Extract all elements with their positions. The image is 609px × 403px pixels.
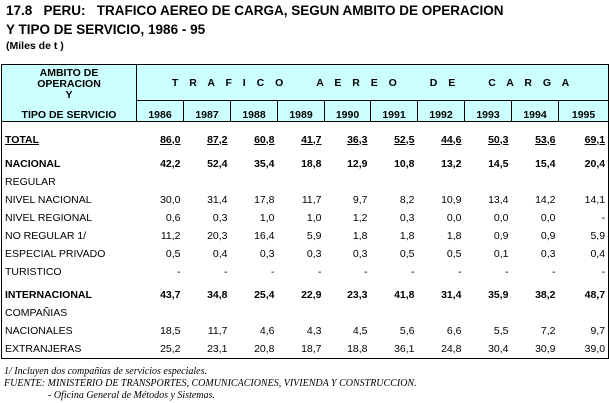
value-cell [371, 304, 418, 322]
row-label [2, 191, 137, 209]
value-cell [184, 322, 231, 340]
value-text: 31,4 [441, 289, 462, 301]
table-row [2, 156, 609, 173]
value-cell [184, 209, 231, 227]
value-cell [512, 340, 559, 359]
column-header-ambito [2, 65, 137, 122]
value-cell [278, 209, 325, 227]
value-cell [278, 287, 325, 304]
value-cell [184, 130, 231, 150]
value-text: - [601, 211, 606, 224]
value-text: 14,1 [584, 193, 606, 206]
row-label-text: COMPAÑIAS [5, 306, 68, 319]
value-text: 4,5 [352, 324, 368, 337]
value-cell [325, 304, 371, 322]
value-cell [465, 209, 512, 227]
value-cell [325, 245, 371, 263]
value-text: 4,6 [259, 324, 275, 337]
value-cell [559, 245, 609, 263]
value-cell [278, 156, 325, 173]
column-header-line: OPERACION [37, 78, 101, 90]
value-text: 16,4 [254, 229, 275, 242]
value-cell [231, 322, 278, 340]
value-text: 9,7 [352, 193, 368, 206]
spacer-cell [184, 122, 231, 130]
spacer-cell [512, 122, 559, 130]
row-label [2, 263, 137, 281]
value-text: 35,4 [254, 158, 275, 170]
value-cell [512, 156, 559, 173]
value-text: 0,0 [540, 211, 556, 224]
value-cell [137, 263, 184, 281]
value-text: 41,7 [301, 133, 322, 146]
row-label-text: NACIONAL [5, 158, 61, 170]
column-header-line: TIPO DE SERVICIO [21, 109, 117, 121]
value-text: - [505, 265, 509, 278]
value-cell [184, 227, 231, 245]
value-text: 18,7 [301, 342, 322, 355]
value-cell [325, 209, 371, 227]
value-text: 36,1 [394, 342, 415, 355]
spacer-cell [418, 122, 465, 130]
value-cell [465, 287, 512, 304]
value-cell [184, 287, 231, 304]
value-text: 0,5 [446, 247, 462, 260]
value-cell [231, 130, 278, 150]
spacer-cell [465, 122, 512, 130]
value-text: 0,3 [259, 247, 275, 260]
value-text: 0,9 [493, 229, 509, 242]
table-row [2, 304, 609, 322]
value-text: 0,6 [165, 211, 181, 224]
value-text: 13,2 [441, 158, 462, 170]
value-text: 25,4 [254, 289, 275, 301]
spacer-cell [325, 122, 371, 130]
value-text: 35,9 [488, 289, 509, 301]
row-label-text: TURISTICO [5, 265, 62, 278]
row-label-text: REGULAR [5, 175, 56, 188]
value-cell [559, 130, 609, 150]
value-text: 10,8 [394, 158, 415, 170]
row-label-text: EXTRANJERAS [5, 342, 82, 355]
value-text: 1,0 [306, 211, 322, 224]
value-text: 22,9 [301, 289, 322, 301]
year-header: 1990 [325, 101, 371, 122]
value-cell [278, 173, 325, 191]
value-cell [278, 322, 325, 340]
value-text: 17,8 [254, 193, 275, 206]
row-label [2, 156, 137, 173]
value-cell [278, 245, 325, 263]
value-cell [418, 209, 465, 227]
table-row [2, 191, 609, 209]
value-cell [512, 287, 559, 304]
value-cell [512, 130, 559, 150]
value-text: 0,1 [493, 247, 509, 260]
row-label [2, 322, 137, 340]
value-cell [231, 227, 278, 245]
value-text: 0,0 [446, 211, 462, 224]
row-label [2, 209, 137, 227]
value-text: 24,8 [441, 342, 462, 355]
value-cell [418, 156, 465, 173]
value-text: 18,5 [160, 324, 181, 337]
value-text: 44,6 [441, 133, 462, 146]
value-text: 1,0 [259, 211, 275, 224]
value-cell [325, 227, 371, 245]
row-label-text: ESPECIAL PRIVADO [5, 247, 106, 260]
value-cell [184, 304, 231, 322]
value-cell [325, 130, 371, 150]
value-cell [137, 173, 184, 191]
value-text: 60,8 [254, 133, 275, 146]
value-text: 86,0 [160, 133, 181, 146]
value-cell [184, 191, 231, 209]
value-cell [325, 287, 371, 304]
value-text: - [458, 265, 462, 278]
value-text: 0,4 [590, 247, 606, 260]
value-cell [231, 209, 278, 227]
value-text: 39,0 [584, 342, 606, 355]
row-label-text: NACIONALES [5, 324, 73, 337]
table-row [2, 287, 609, 304]
value-text: 0,3 [540, 247, 556, 260]
value-text: 25,2 [160, 342, 181, 355]
value-cell [371, 340, 418, 359]
value-text: 5,9 [306, 229, 322, 242]
value-text: 13,4 [488, 193, 509, 206]
row-label [2, 130, 137, 150]
value-text: 18,8 [347, 342, 368, 355]
page-title: 17.8 PERU: TRAFICO AEREO DE CARGA, SEGUN AMBITO DE OPERACION [6, 3, 504, 18]
value-cell [137, 156, 184, 173]
value-text: 87,2 [207, 133, 228, 146]
value-text: 43,7 [160, 289, 181, 301]
value-text: - [552, 265, 556, 278]
value-cell [418, 191, 465, 209]
value-text: 11,7 [207, 324, 228, 337]
row-label-text: INTERNACIONAL [5, 289, 92, 301]
year-header: 1989 [278, 101, 325, 122]
value-cell [465, 227, 512, 245]
year-header: 1987 [184, 101, 231, 122]
value-cell [559, 304, 609, 322]
value-cell [465, 263, 512, 281]
value-text: 11,2 [160, 229, 181, 242]
value-cell [512, 191, 559, 209]
row-label [2, 340, 137, 359]
value-cell [325, 156, 371, 173]
value-text: - [364, 265, 368, 278]
value-text: 36,3 [347, 133, 368, 146]
value-cell [418, 322, 465, 340]
row-label [2, 304, 137, 322]
year-header: 1992 [418, 101, 465, 122]
value-text: - [318, 265, 322, 278]
value-text: 0,5 [399, 247, 415, 260]
value-cell [465, 130, 512, 150]
value-text: 0,0 [493, 211, 509, 224]
value-cell [465, 173, 512, 191]
row-label-text: NO REGULAR 1/ [5, 229, 87, 242]
value-cell [371, 263, 418, 281]
value-text: - [224, 265, 228, 278]
value-cell [512, 304, 559, 322]
value-cell [137, 130, 184, 150]
value-cell [465, 245, 512, 263]
value-text: 30,9 [535, 342, 556, 355]
value-cell [325, 173, 371, 191]
value-cell [418, 287, 465, 304]
spacer-cell [559, 122, 609, 130]
value-text: 53,6 [535, 133, 556, 146]
spacer-cell [278, 122, 325, 130]
year-header: 1988 [231, 101, 278, 122]
value-cell [231, 191, 278, 209]
value-text: 23,3 [347, 289, 368, 301]
value-cell [512, 173, 559, 191]
value-text: 0,3 [399, 211, 415, 224]
value-cell [559, 227, 609, 245]
value-text: 1,8 [399, 229, 415, 242]
value-cell [137, 209, 184, 227]
value-text: 1,2 [352, 211, 368, 224]
value-cell [137, 245, 184, 263]
value-cell [231, 156, 278, 173]
value-cell [559, 209, 609, 227]
table-row [2, 245, 609, 263]
cargo-traffic-table [1, 64, 609, 359]
value-text: 12,9 [347, 158, 368, 170]
value-cell [512, 209, 559, 227]
spacer-row [2, 122, 609, 130]
value-cell [418, 130, 465, 150]
row-label [2, 287, 137, 304]
value-cell [184, 263, 231, 281]
row-label [2, 173, 137, 191]
value-cell [137, 227, 184, 245]
value-text: 42,2 [160, 158, 181, 170]
value-cell [512, 245, 559, 263]
footnote: 1/ Incluyen dos compañías de servicios especiales. [4, 366, 208, 377]
value-text: 15,4 [535, 158, 556, 170]
value-cell [465, 191, 512, 209]
table-row [2, 263, 609, 281]
value-text: 1,8 [446, 229, 462, 242]
value-cell [278, 340, 325, 359]
value-cell [465, 156, 512, 173]
value-text: 8,2 [399, 193, 415, 206]
value-text: 34,8 [207, 289, 228, 301]
value-text: 14,2 [535, 193, 556, 206]
value-text: 48,7 [584, 289, 606, 301]
value-cell [371, 130, 418, 150]
value-text: 18,8 [301, 158, 322, 170]
table-row [2, 130, 609, 150]
value-text: 10,9 [441, 193, 462, 206]
value-text: 0,3 [212, 211, 228, 224]
value-cell [559, 322, 609, 340]
value-text: - [271, 265, 275, 278]
value-cell [465, 304, 512, 322]
value-text: 20,3 [207, 229, 228, 242]
year-header: 1995 [559, 101, 609, 122]
row-label [2, 227, 137, 245]
value-cell [371, 156, 418, 173]
spacer-cell [2, 122, 137, 130]
value-cell [371, 227, 418, 245]
value-text: 7,2 [540, 324, 556, 337]
value-cell [418, 173, 465, 191]
year-header: 1986 [137, 101, 184, 122]
year-header: 1991 [371, 101, 418, 122]
value-text: 52,4 [207, 158, 228, 170]
table-row [2, 227, 609, 245]
value-cell [278, 227, 325, 245]
value-cell [231, 304, 278, 322]
value-cell [278, 191, 325, 209]
value-cell [418, 340, 465, 359]
value-cell [325, 322, 371, 340]
banner-word: T R A F I C O [171, 76, 288, 89]
value-cell [418, 245, 465, 263]
table-row [2, 340, 609, 359]
value-text: - [177, 265, 181, 278]
column-header-line: Y [65, 89, 73, 101]
value-cell [465, 322, 512, 340]
value-cell [137, 191, 184, 209]
value-cell [184, 156, 231, 173]
source-note: FUENTE: MINISTERIO DE TRANSPORTES, COMUNICACIONES, VIVIENDA Y CONSTRUCCION. [4, 378, 417, 389]
value-cell [559, 287, 609, 304]
value-cell [371, 322, 418, 340]
value-cell [137, 340, 184, 359]
row-label-text: NIVEL REGIONAL [5, 211, 93, 224]
value-text: 23,1 [207, 342, 228, 355]
value-text: 0,4 [212, 247, 228, 260]
value-cell [418, 263, 465, 281]
value-cell [325, 340, 371, 359]
year-header: 1994 [512, 101, 559, 122]
value-text: 11,7 [301, 193, 322, 206]
value-cell [371, 173, 418, 191]
value-cell [559, 173, 609, 191]
value-cell [137, 322, 184, 340]
value-text: 50,3 [488, 133, 509, 146]
banner-word: C A R G A [488, 76, 574, 89]
value-text: - [411, 265, 415, 278]
value-cell [137, 287, 184, 304]
value-cell [465, 340, 512, 359]
value-text: 69,1 [584, 133, 606, 146]
value-cell [184, 173, 231, 191]
value-cell [184, 245, 231, 263]
spacer-cell [231, 122, 278, 130]
value-cell [231, 263, 278, 281]
value-text: 4,3 [306, 324, 322, 337]
value-cell [137, 304, 184, 322]
value-text: 0,3 [306, 247, 322, 260]
value-cell [371, 245, 418, 263]
banner-word: D E [429, 76, 460, 89]
source-subnote: - Oficina General de Métodos y Sistemas. [48, 390, 215, 401]
spacer-cell [137, 122, 184, 130]
value-text: 14,5 [488, 158, 509, 170]
spacer-cell [371, 122, 418, 130]
value-cell [184, 340, 231, 359]
value-text: 20,8 [254, 342, 275, 355]
value-text: - [601, 265, 606, 278]
value-text: 0,9 [540, 229, 556, 242]
value-cell [325, 263, 371, 281]
table-row [2, 209, 609, 227]
value-text: 41,8 [394, 289, 415, 301]
row-label-text: TOTAL [5, 133, 40, 146]
table-banner [137, 65, 609, 101]
column-header-line: AMBITO DE [39, 67, 99, 79]
banner-word: A E R E O [316, 76, 401, 89]
value-cell [418, 304, 465, 322]
year-header: 1993 [465, 101, 512, 122]
value-text: 20,4 [584, 158, 606, 170]
value-text: 9,7 [590, 324, 606, 337]
value-cell [418, 227, 465, 245]
value-cell [559, 263, 609, 281]
value-text: 5,9 [590, 229, 606, 242]
row-label [2, 245, 137, 263]
value-cell [278, 130, 325, 150]
table-row [2, 322, 609, 340]
value-cell [512, 263, 559, 281]
value-cell [371, 287, 418, 304]
value-cell [559, 191, 609, 209]
value-text: 30,4 [488, 342, 509, 355]
value-text: 5,6 [399, 324, 415, 337]
value-text: 0,3 [352, 247, 368, 260]
value-text: 1,8 [352, 229, 368, 242]
value-cell [231, 245, 278, 263]
units-label: (Miles de t ) [6, 40, 64, 52]
value-cell [371, 209, 418, 227]
value-text: 0,5 [165, 247, 181, 260]
value-cell [278, 263, 325, 281]
page-subtitle: Y TIPO DE SERVICIO, 1986 - 95 [6, 22, 206, 37]
value-cell [512, 322, 559, 340]
value-cell [371, 191, 418, 209]
value-cell [559, 156, 609, 173]
value-text: 38,2 [535, 289, 556, 301]
row-label-text: NIVEL NACIONAL [5, 193, 92, 206]
value-cell [231, 173, 278, 191]
value-cell [325, 191, 371, 209]
value-text: 30,0 [160, 193, 181, 206]
value-text: 31,4 [207, 193, 228, 206]
value-cell [512, 227, 559, 245]
value-text: 6,6 [446, 324, 462, 337]
table-row [2, 173, 609, 191]
value-cell [231, 287, 278, 304]
value-text: 5,5 [493, 324, 509, 337]
value-text: 52,5 [394, 133, 415, 146]
value-cell [559, 340, 609, 359]
value-cell [231, 340, 278, 359]
value-cell [278, 304, 325, 322]
